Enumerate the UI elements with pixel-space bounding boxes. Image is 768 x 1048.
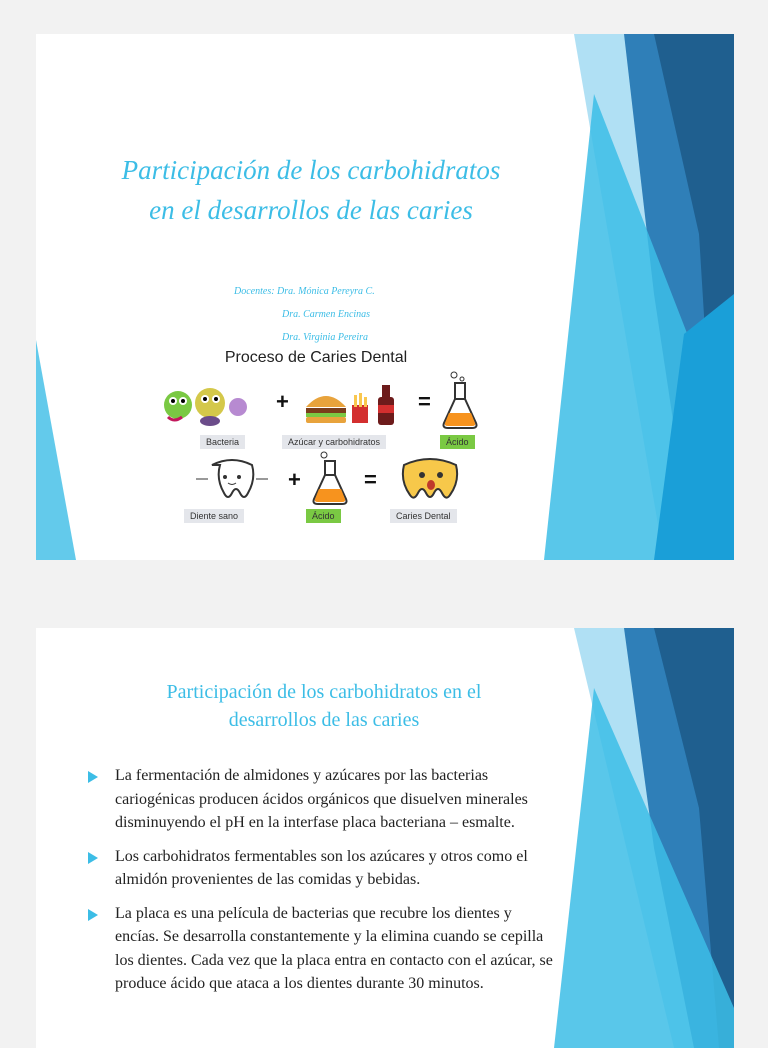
label-sugar-carbs: Azúcar y carbohidratos <box>282 435 386 449</box>
label-acid-2: Ácido <box>306 509 341 523</box>
content-slide <box>36 628 734 1048</box>
slide-2-title-line-1: Participación de los carbohidratos en el <box>166 681 482 703</box>
infographic-title: Proceso de Caries Dental <box>224 349 408 366</box>
food-icon <box>302 379 412 429</box>
slide-title <box>96 150 526 230</box>
docentes-list <box>234 280 434 349</box>
bacteria-icon <box>158 377 268 429</box>
slide-2-title-line-2: desarrollos de las caries <box>228 709 420 731</box>
label-bacteria: Bacteria <box>200 435 245 449</box>
slide-2-title <box>96 678 552 734</box>
label-dental-caries: Caries Dental <box>390 509 457 523</box>
decayed-tooth-icon <box>396 455 466 503</box>
docente-3: Dra. Virginia Pereira <box>282 332 369 343</box>
equals-sign-2: = <box>364 467 377 492</box>
plus-sign-2: + <box>288 467 301 492</box>
label-acid-1: Ácido <box>440 435 475 449</box>
bullet-arrow-icon <box>88 852 98 864</box>
bullet-item <box>88 902 558 996</box>
bullet-text: La fermentación de almidones y azúcares por las bacterias cariogénicas producen ácidos orgánicos que disuelven minerales disminuyendo el pH en la interfase placa bacteriana – esmalte. <box>115 767 528 831</box>
acid-flask-icon <box>440 371 480 431</box>
slide-title-line-1: Participación de los carbohidratos <box>121 155 501 185</box>
bullet-arrow-icon <box>88 771 98 783</box>
label-healthy-tooth: Diente sano <box>184 509 244 523</box>
docente-1: Docentes: Dra. Mónica Pereyra C. <box>234 286 375 297</box>
bullet-item <box>88 845 558 892</box>
bullet-item <box>88 764 558 835</box>
healthy-tooth-icon <box>192 457 272 503</box>
bullet-text: Los carbohidratos fermentables son los azúcares y otros como el almidón provenientes de las comidas y bebidas. <box>115 847 528 888</box>
slide-decoration-right <box>534 34 734 560</box>
slide-decoration-left <box>36 340 76 560</box>
bullet-text: La placa es una película de bacterias que recubre los dientes y encías. Se desarrolla constantemente y la elimina cuando se cepilla los dientes. Cada vez que la placa entra en contacto con el azúcar, se produce ácido que ataca a los dientes durante 30 minutos. <box>115 904 553 992</box>
caries-process-infographic <box>156 349 556 529</box>
bullet-arrow-icon <box>88 909 98 921</box>
title-slide <box>36 34 734 560</box>
equals-sign-1: = <box>418 389 431 414</box>
plus-sign-1: + <box>276 389 289 414</box>
docente-2: Dra. Carmen Encinas <box>282 309 371 320</box>
acid-flask-icon-2 <box>310 451 350 507</box>
bullet-list <box>88 764 558 1006</box>
slide-decoration-right-2 <box>534 628 734 1048</box>
slide-title-line-2: en el desarrollos de las caries <box>149 195 473 225</box>
